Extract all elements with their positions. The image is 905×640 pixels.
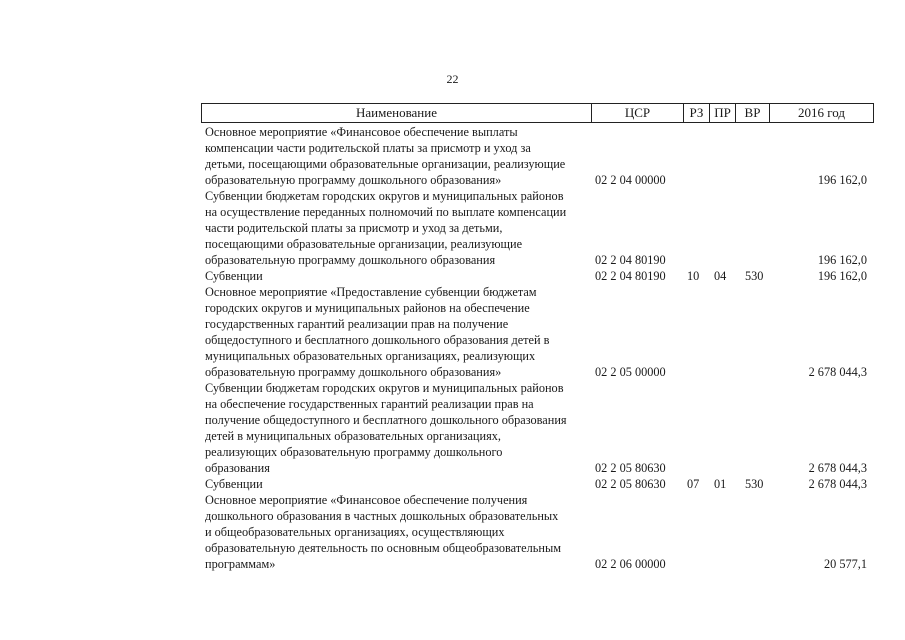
row-name-line: посещающими образовательные организации, реализующие: [205, 237, 523, 251]
row-name-line: получение общедоступного и бесплатного дошкольного образования: [205, 413, 567, 427]
row-name-line: образовательную программу дошкольного образования: [205, 253, 496, 267]
row-name: [205, 476, 590, 492]
row-name-line: образования: [205, 461, 270, 475]
header-rz: РЗ: [684, 104, 710, 122]
row-amount: 2 678 044,3: [808, 461, 867, 475]
table-header: [201, 103, 874, 123]
row-name-line: Основное мероприятие «Финансовое обеспечение получения: [205, 493, 528, 507]
row-pr: 04: [714, 269, 727, 283]
table-row: [0, 284, 905, 380]
row-name-line: Субвенции: [205, 269, 263, 283]
table-row: [0, 124, 905, 188]
row-amount: 196 162,0: [817, 173, 867, 187]
row-name-line: и общеобразовательных организациях, осуществляющих: [205, 525, 505, 539]
header-vr: ВР: [736, 104, 770, 122]
row-rz: 07: [687, 477, 700, 491]
row-name-line: детьми, посещающими образовательные организации, реализующие: [205, 157, 566, 171]
row-name: [205, 492, 590, 572]
row-name: [205, 124, 590, 188]
row-name: [205, 380, 590, 476]
row-amount: 20 577,1: [823, 557, 867, 571]
row-name-line: образовательную программу дошкольного образования»: [205, 365, 502, 379]
table-row: [0, 476, 905, 492]
row-name-line: Основное мероприятие «Финансовое обеспечение выплаты: [205, 125, 518, 139]
row-name-line: компенсации части родительской платы за присмотр и уход за: [205, 141, 531, 155]
row-csr: 02 2 05 80630: [595, 477, 666, 491]
row-name-line: общедоступного и бесплатного дошкольного образования детей в: [205, 333, 550, 347]
row-name-line: Субвенции бюджетам городских округов и муниципальных районов: [205, 381, 564, 395]
row-vr: 530: [745, 477, 764, 491]
row-amount: 196 162,0: [817, 269, 867, 283]
row-name-line: Основное мероприятие «Предоставление субвенции бюджетам: [205, 285, 537, 299]
row-name-line: части родительской платы за присмотр и уход за детьми,: [205, 221, 503, 235]
row-name: [205, 284, 590, 380]
row-name-line: образовательную деятельность по основным общеобразовательным: [205, 541, 562, 555]
row-name-line: дошкольного образования в частных дошкольных образовательных: [205, 509, 559, 523]
table-row: [0, 268, 905, 284]
page-number: 22: [446, 72, 459, 86]
row-csr: 02 2 04 80190: [595, 269, 666, 283]
row-amount: 2 678 044,3: [808, 477, 867, 491]
row-rz: 10: [687, 269, 700, 283]
row-name-line: детей в муниципальных образовательных организациях,: [205, 429, 501, 443]
header-csr: ЦСР: [592, 104, 684, 122]
table-row: [0, 188, 905, 268]
table-body: [0, 124, 905, 572]
row-name-line: городских округов и муниципальных районов на обеспечение: [205, 301, 530, 315]
row-name-line: Субвенции: [205, 477, 263, 491]
row-pr: 01: [714, 477, 727, 491]
row-csr: 02 2 05 80630: [595, 461, 666, 475]
row-name: [205, 188, 590, 268]
row-name-line: Субвенции бюджетам городских округов и муниципальных районов: [205, 189, 564, 203]
header-pr: ПР: [710, 104, 736, 122]
row-csr: 02 2 04 00000: [595, 173, 666, 187]
table-row: [0, 492, 905, 572]
row-name: [205, 268, 590, 284]
row-vr: 530: [745, 269, 764, 283]
row-name-line: на осуществление переданных полномочий по выплате компенсации: [205, 205, 567, 219]
row-amount: 2 678 044,3: [808, 365, 867, 379]
row-amount: 196 162,0: [817, 253, 867, 267]
row-name-line: государственных гарантий реализации прав на получение: [205, 317, 509, 331]
row-csr: 02 2 04 80190: [595, 253, 666, 267]
header-year: 2016 год: [798, 105, 845, 120]
row-name-line: муниципальных образовательных организациях, реализующих: [205, 349, 536, 363]
header-name: Наименование: [202, 104, 592, 122]
row-name-line: на обеспечение государственных гарантий реализации прав на: [205, 397, 534, 411]
row-name-line: программам»: [205, 557, 276, 571]
row-csr: 02 2 05 00000: [595, 365, 666, 379]
row-name-line: реализующих образовательную программу дошкольного: [205, 445, 503, 459]
row-csr: 02 2 06 00000: [595, 557, 666, 571]
table-row: [0, 380, 905, 476]
row-name-line: образовательную программу дошкольного образования»: [205, 173, 502, 187]
